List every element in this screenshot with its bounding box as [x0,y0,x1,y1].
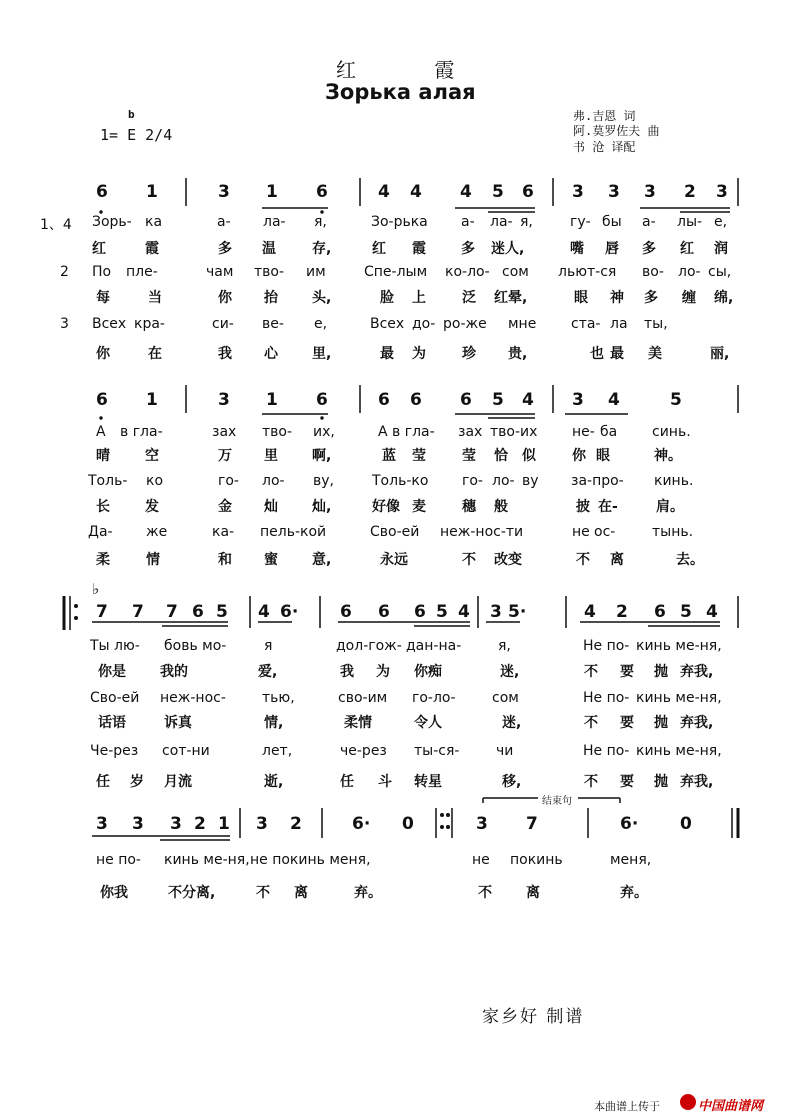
lyric: Зорь- [92,214,132,230]
lyric: 莹 [412,448,426,464]
site-logo-icon [680,1094,696,1110]
note: 5 [436,602,448,622]
lyric: 温 [262,241,276,257]
note: 6 [654,602,666,622]
note: 6 [522,182,534,202]
lyric: я, [314,214,327,230]
lyric: тво-их [490,424,538,440]
lyric: я, [498,638,511,654]
lyric: 头, [312,290,332,306]
lyric: кинь ме-ня, [164,852,250,868]
lyric: 抛 [654,774,668,790]
lyric: 润 [714,241,728,257]
lyric: го-ло- [412,690,456,706]
note: 5 [670,390,682,410]
lyric: кинь ме-ня, [636,638,722,654]
lyric: ро-же [443,316,487,332]
lyric: 你我 [100,885,128,901]
lyric: Не по- [583,743,630,759]
lyric: 蜜 [264,552,278,568]
note: 6· [280,602,299,622]
lyric: 斗 [378,774,392,790]
lyric: мне [508,316,537,332]
note: 6 [192,602,204,622]
lyric: е, [314,316,328,332]
note: 3 [644,182,656,202]
lyric: лет, [262,743,293,759]
lyric: 红晕, [494,290,528,306]
lyric: 多 [644,290,658,306]
lyric: 我 [340,664,354,680]
lyric: 万 [218,448,232,464]
note: 2 [616,602,628,622]
note: 6 [96,390,108,410]
lyric: 我 [218,346,232,362]
lyric: ко-ло- [445,264,490,280]
note: 2 [290,814,302,834]
title-russian: Зорька алая [325,80,476,104]
note: 7 [96,602,108,622]
note: 6 [410,390,422,410]
lyric: 眼 [574,290,588,306]
note: 3 [490,602,502,622]
lyric: ла- [490,214,513,230]
lyric: кинь ме-ня, [636,690,722,706]
lyric: Толь- [88,473,128,489]
lyric: чи [496,743,514,759]
note: 5 [216,602,228,622]
note: 4 [522,390,534,410]
lyric: А [96,424,106,440]
lyric: 多 [218,241,232,257]
note: 3 [218,390,230,410]
lyric: тво- [254,264,285,280]
lyric: ста- [571,316,601,332]
key-flat-sign: b [128,108,135,121]
lyric: 似 [522,448,536,464]
lyric: 红 [92,241,106,257]
lyric: 好像 [372,499,400,515]
lyric: 不 [584,774,598,790]
lyric: 金 [218,499,232,515]
lyric: 存, [312,241,332,257]
lyric: 丽, [710,346,730,362]
lyric: 逝, [264,774,284,790]
lyric: Всех [92,316,127,332]
lyric: ву [522,473,539,489]
lyric: меня, [610,852,652,868]
lyric: 晴 [96,448,110,464]
lyric: а- [642,214,656,230]
lyric: кра- [134,316,165,332]
lyric: 迷, [500,664,520,680]
lyric: я, [520,214,533,230]
lyric: ка [145,214,163,230]
lyric: Всех [370,316,405,332]
lyric: им [306,264,326,280]
lyric: их, [313,424,335,440]
lyric: в гла- [120,424,163,440]
note: 1 [218,814,230,834]
lyric: не [572,524,590,540]
lyric: 情 [146,552,160,568]
note: 3 [572,390,584,410]
lyric: не покинь меня, [250,852,371,868]
lyric: 弃。 [354,885,382,901]
lyric: 去。 [676,552,704,568]
lyric: го- [462,473,483,489]
lyric: 里, [312,346,332,362]
lyric: 情, [264,715,284,731]
lyric: Че-рез [90,743,139,759]
credit-composer: 阿.莫罗佐夫 曲 [573,124,660,138]
lyric: а- [461,214,475,230]
note: 5· [508,602,527,622]
lyric: кинь ме-ня, [636,743,722,759]
lyric: кинь. [654,473,694,489]
lyric: 你是 [98,664,126,680]
note: 4 [458,602,470,622]
note: 1 [146,390,158,410]
lyric: не по- [96,852,141,868]
lyric: 抛 [654,715,668,731]
lyric: 绵, [714,290,734,306]
lyric: го- [218,473,239,489]
lyric: 红 [680,241,694,257]
lyric: 不 [584,664,598,680]
lyric: 话语 [98,715,126,731]
note: 4 [706,602,718,622]
lyric: 当 [148,290,162,306]
lyric: Не по- [583,690,630,706]
lyric: 不 [462,552,476,568]
lyric: 麦 [412,499,426,515]
lyric: сом [492,690,519,706]
lyric: 为 [376,664,390,680]
lyric: 不 [576,552,590,568]
lyric: 发 [145,499,159,515]
lyric: 神。 [654,448,682,464]
lyric: я [264,638,273,654]
lyric: ос- [594,524,616,540]
lyric: 美 [648,346,662,362]
lyric: 我的 [160,664,188,680]
note: 6· [620,814,639,834]
lyric: Толь-ко [372,473,429,489]
lyric: 霞 [412,241,426,257]
lyric: 空 [145,448,159,464]
lyric: 灿 [264,499,278,515]
lyric: 灿, [312,499,332,515]
lyric: зах [212,424,237,440]
lyric: 在- [598,499,618,515]
lyric: Зо-рька [371,214,428,230]
note: 6 [378,390,390,410]
ending-label: 结束句 [542,796,572,807]
lyric: бы [602,214,622,230]
lyric: 脸 [380,290,394,306]
note: 0 [402,814,414,834]
lyric: ла- [263,214,286,230]
lyric: 红 [372,241,386,257]
lyric: 你 [572,448,586,464]
note: 3 [132,814,144,834]
lyric: 任 [340,774,354,790]
lyric: 你痴 [414,664,442,680]
lyric: 令人 [414,715,442,731]
lyric: дол-гож- [336,638,402,654]
note: 3 [716,182,728,202]
note: 6 [316,390,328,410]
lyric: 啊, [312,448,332,464]
note: 6 [378,602,390,622]
note: 3 [218,182,230,202]
lyric: лы- [677,214,703,230]
note: 4 [410,182,422,202]
title-chinese: 红 霞 [336,58,491,82]
credit-lyricist: 弗.吉恩 词 [573,109,636,123]
lyric: сы, [708,264,732,280]
note: 1 [266,390,278,410]
lyric: синь. [652,424,691,440]
lyric: 肩。 [656,499,684,515]
lyric: че-рез [340,743,387,759]
note: 2 [194,814,206,834]
lyric: 月流 [164,774,192,790]
lyric: 和 [218,552,232,568]
transcriber-credit: 家乡好 制谱 [482,1007,585,1027]
lyric: сот-ни [162,743,210,759]
lyric: ты, [644,316,668,332]
lyric: ло- [678,264,701,280]
lyric: 永远 [380,552,408,568]
lyric: 岁 [130,774,144,790]
lyric: е, [714,214,728,230]
lyric: сво-им [338,690,388,706]
lyric: 珍 [462,346,476,362]
note: 4 [584,602,596,622]
lyric: 离 [526,885,540,901]
lyric: 离 [294,885,308,901]
lyric: 霞 [145,241,159,257]
lyric: ба [600,424,618,440]
lyric: 缠 [682,290,696,306]
lyric: ве- [262,316,284,332]
note: 4 [378,182,390,202]
lyric: 要 [620,664,634,680]
note: 7 [166,602,178,622]
note: 3 [256,814,268,834]
lyric: ла [610,316,628,332]
lyric: Сво-ей [370,524,420,540]
lyric: 不 [256,885,270,901]
lyric: 般 [494,499,508,515]
lyric: 你 [218,290,232,306]
lyric: 每 [96,290,110,306]
note: 3 [96,814,108,834]
lyric: 嘴 [570,241,584,257]
note: 5 [492,390,504,410]
lyric: неж-нос- [160,690,226,706]
note: 3 [572,182,584,202]
lyric: А в гла- [378,424,435,440]
lyric: Сво-ей [90,690,140,706]
lyric: 不 [478,885,492,901]
lyric: ка- [212,524,235,540]
lyric: 眼 [596,448,610,464]
lyric: ты-ся- [414,743,460,759]
lyric: пле- [126,264,158,280]
lyric: По [92,264,112,280]
note: 3 [608,182,620,202]
lyric: льют-ся [558,264,617,280]
lyric: Спе-лым [364,264,428,280]
verse-label: 2 [60,264,69,280]
note: 6· [352,814,371,834]
lyric: а- [217,214,231,230]
lyric: 蓝 [382,448,396,464]
note: 4 [460,182,472,202]
lyric: 为 [412,346,426,362]
lyric: 恰 [494,448,508,464]
lyric: 移, [502,774,522,790]
lyric: 弃我, [680,774,714,790]
lyric: 泛 [462,290,476,306]
lyric: 你 [96,346,110,362]
lyric: зах [458,424,483,440]
lyric: 迷人, [491,241,525,257]
lyric: 心 [264,346,278,362]
lyric: 弃我, [680,664,714,680]
note: 0 [680,814,692,834]
lyric: дан-на- [406,638,462,654]
note: 7 [526,814,538,834]
lyric: ло- [262,473,285,489]
lyric: 诉真 [164,715,192,731]
lyric: 最 [380,346,394,362]
lyric: 穗 [462,499,476,515]
footer-upload-text: 本曲谱上传于 [594,1100,660,1113]
lyric: 意, [312,552,332,568]
note: 3 [170,814,182,834]
lyric: 迷, [502,715,522,731]
credit-translator: 书 沧 译配 [573,140,636,154]
note: 4 [258,602,270,622]
lyric: неж-нос-ти [440,524,524,540]
lyric: же [146,524,168,540]
lyric: 长 [96,499,110,515]
lyric: сом [502,264,529,280]
lyric: 抛 [654,664,668,680]
lyric: Ты лю- [90,638,140,654]
lyric: 神 [610,290,624,306]
note: 3 [476,814,488,834]
lyric: Не по- [583,638,630,654]
lyric: тынь. [652,524,694,540]
lyric: 改变 [494,552,522,568]
lyric: 要 [620,774,634,790]
lyric: чам [206,264,234,280]
note: 5 [492,182,504,202]
lyric: 任 [96,774,110,790]
note: 2 [684,182,696,202]
note: 5 [680,602,692,622]
note: 6 [460,390,472,410]
lyric: не [472,852,490,868]
note: 6 [340,602,352,622]
lyric: тью, [262,690,295,706]
lyric: 莹 [462,448,476,464]
lyric: до- [412,316,436,332]
lyric: ло- [492,473,515,489]
lyric: гу- [570,214,591,230]
lyric: 不分离, [168,885,216,901]
lyric: 披 [576,499,590,515]
lyric: за-про- [571,473,624,489]
lyric: 离 [610,552,624,568]
lyric: 里 [264,448,278,464]
note: 7 [132,602,144,622]
lyric: 多 [461,241,475,257]
note: 1 [146,182,158,202]
lyric: 爱, [258,664,278,680]
lyric: не- [572,424,595,440]
note: 6 [316,182,328,202]
lyric: 也 [590,346,604,362]
lyric: 抬 [264,290,278,306]
lyric: 贵, [508,346,528,362]
lyric: 多 [642,241,656,257]
note: 4 [608,390,620,410]
note: 6 [414,602,426,622]
lyric: покинь [510,852,563,868]
lyric: тво- [262,424,293,440]
lyric: 上 [412,290,426,306]
note: 1 [266,182,278,202]
lyric: 最 [610,346,624,362]
lyric: си- [212,316,234,332]
lyric: во- [642,264,664,280]
verse-label: 1、4 [40,217,72,233]
lyric: 弃我, [680,715,714,731]
lyric: 唇 [605,241,619,257]
lyric: Да- [88,524,113,540]
lyric: 柔情 [344,715,372,731]
lyric: 在 [148,346,162,362]
note: 6 [96,182,108,202]
lyric: пель-кой [260,524,327,540]
lyric: 不 [584,715,598,731]
lyric: ву, [313,473,334,489]
lyric: 弃。 [620,885,648,901]
lyric: 要 [620,715,634,731]
lyric: 转星 [414,774,442,790]
key-signature: 1= E 2/4 [100,126,173,144]
verse-label: 3 [60,316,69,332]
lyric: 柔 [96,552,110,568]
flat-sign: ♭ [92,580,100,598]
site-brand: 中国曲谱网 [698,1099,764,1114]
lyric: бовь мо- [164,638,227,654]
lyric: ко [146,473,164,489]
